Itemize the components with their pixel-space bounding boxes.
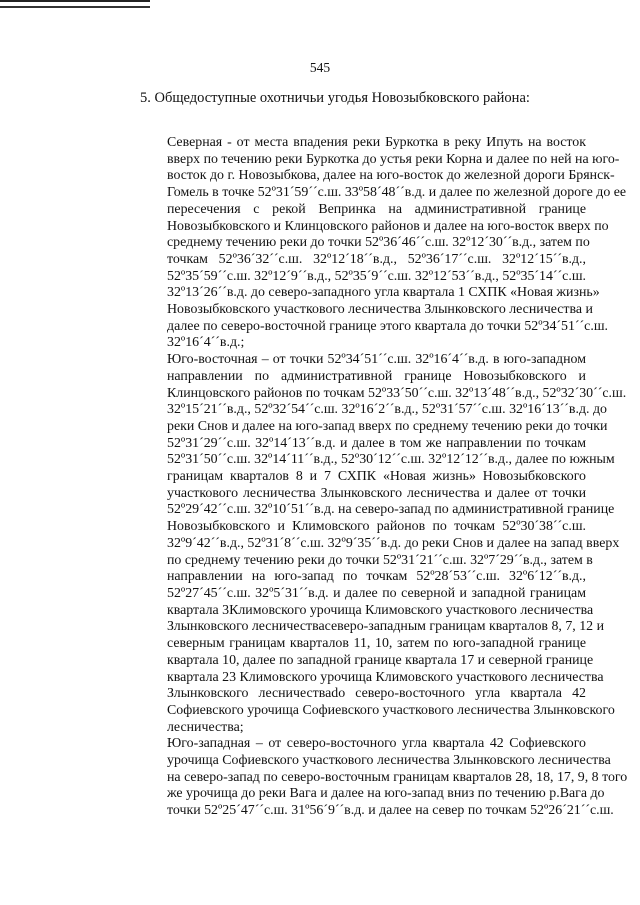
document-body — [124, 135, 628, 820]
text-line: Злынковского лесничествасеверо-западным границам кварталов 8, 7, 12 и — [167, 619, 605, 635]
text-line: далее по северо-восточной границе этого квартала до точки 52º34´51´´с.ш. — [167, 318, 608, 334]
text-line: 52º29´42´´с.ш. 32º10´51´´в.д. на северо-запад по административной границе — [167, 502, 615, 518]
text-line: 32º9´42´´в.д., 52º31´8´´с.ш. 32º9´35´´в.д. до реки Снов и далее на запад вверх — [167, 535, 620, 551]
text-line: 32º13´26´´в.д. до северо-западного угла квартала 1 СХПК «Новая жизнь» — [167, 285, 600, 301]
text-line: урочища Софиевского участкового лесничества Злынковского лесничества — [167, 753, 611, 769]
text-line: 52º31´29´´с.ш. 32º14´13´´в.д. и далее в том же направлении по точкам — [167, 435, 586, 451]
text-line: 32º16´4´´в.д.; — [167, 335, 245, 351]
text-line: Северная - от места впадения реки Буркотка в реку Ипуть на восток — [167, 135, 586, 150]
text-line: Клинцовского районов по точкам 52º33´50´´с.ш. 32º13´48´´в.д., 52º32´30´´с.ш. — [167, 385, 627, 401]
text-line: Новозыбковского и Клинцовского районов и далее на юго-восток вверх по — [167, 218, 609, 234]
text-line: направлении по административной границе Новозыбковского и — [167, 368, 586, 384]
scan-edge-mark — [0, 0, 150, 9]
text-line: реки Снов и далее на юго-запад вверх по среднему течению реки до точки — [167, 418, 608, 434]
text-line: Софиевского урочища Софиевского участкового лесничества Злынковского — [167, 702, 615, 718]
text-line: участкового лесничества Злынковского лесничества и далее от точки — [167, 485, 586, 501]
text-line: границам кварталов 8 и 7 СХПК «Новая жизнь» Новозыбковского — [167, 469, 586, 485]
text-line: Новозыбковского участкового лесничества Злынковского лесничества и — [167, 302, 593, 318]
text-line: Юго-восточная – от точки 52º34´51´´с.ш. 32º16´4´´в.д. в юго-западном — [167, 352, 586, 368]
text-line: точки 52º25´47´´с.ш. 31º56´9´´в.д. и далее на север по точкам 52º26´21´´с.ш. — [167, 803, 614, 819]
text-line: Юго-западная – от северо-восточного угла квартала 42 Софиевского — [167, 736, 586, 752]
text-line: на северо-запад по северо-восточным границам кварталов 28, 18, 17, 9, 8 того — [167, 769, 628, 785]
text-line: Гомель в точке 52º31´59´´с.ш. 33º58´48´´в.д. и далее по железной дороге до ее — [167, 185, 627, 201]
text-line: лесничества; — [167, 719, 244, 735]
text-line: восток до г. Новозыбкова, далее на юго-восток до железной дороги Брянск- — [167, 168, 615, 184]
section-heading: 5. Общедоступные охотничьи угодья Новозыбковского района: — [140, 90, 530, 106]
text-line: Новозыбковского и Климовского районов по точкам 52º30´38´´с.ш. — [167, 519, 586, 535]
text-line: точкам 52º36´32´´с.ш. 32º12´18´´в.д., 52º36´17´´с.ш. 32º12´15´´в.д., — [167, 251, 586, 267]
text-line: же урочища до реки Вага и далее на юго-запад вниз по течению р.Вага до — [167, 786, 605, 802]
text-line: по среднему течению реки до точки 52º31´21´´с.ш. 32º7´29´´в.д., затем в — [167, 552, 593, 568]
text-line: направлении на юго-запад по точкам 52º28´53´´с.ш. 32º6´12´´в.д., — [167, 569, 586, 585]
paragraph-south-east-border — [124, 352, 627, 736]
text-line: среднему течению реки до точки 52º36´46´´с.ш. 32º12´30´´в.д., затем по — [167, 235, 590, 251]
page-number: 545 — [309, 60, 331, 75]
text-line: квартала 23 Климовского урочища Климовского участкового лесничества — [167, 669, 604, 685]
paragraph-north-border — [124, 135, 627, 352]
text-line: 52º35´59´´с.ш. 32º12´9´´в.д., 52º35´9´´с.ш. 32º12´53´´в.д., 52º35´14´´с.ш. — [167, 268, 586, 284]
text-line: северным границам кварталов 11, 10, затем по юго-западной границе — [167, 636, 586, 652]
text-line: пересечения с рекой Вепринка на административной границе — [167, 201, 586, 217]
text-line: 52º31´50´´с.ш. 32º14´11´´в.д., 52º30´12´´с.ш. 32º12´12´´в.д., далее по южным — [167, 452, 615, 468]
text-line: квартала 10, далее по западной границе квартала 17 и северной границе — [167, 652, 594, 668]
paragraph-south-west-border — [124, 736, 628, 820]
text-line: 52º27´45´´с.ш. 32º5´31´´в.д. и далее по северной и западной границам — [167, 585, 586, 601]
text-line: 32º15´21´´в.д., 52º32´54´´с.ш. 32º16´2´´в.д., 52º31´57´´с.ш. 32º16´13´´в.д. до — [167, 402, 607, 418]
text-line: Злынковского лесничестваdo северо-восточного угла квартала 42 — [167, 686, 586, 702]
text-line: вверх по течению реки Буркотка до устья реки Корна и далее по ней на юго- — [167, 151, 620, 167]
text-line: квартала 3Климовского урочища Климовского участкового лесничества — [167, 602, 594, 618]
